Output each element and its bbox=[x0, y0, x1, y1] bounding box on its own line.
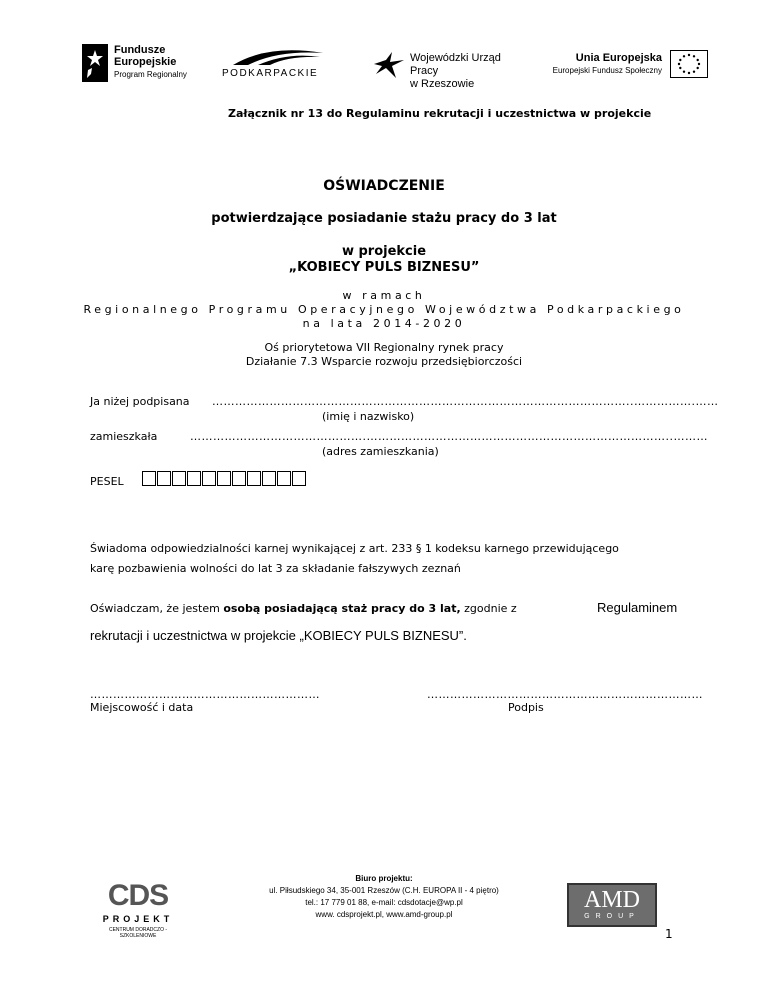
pesel-digit-box[interactable] bbox=[262, 471, 276, 486]
cds-projekt-text: PROJEKT bbox=[102, 914, 174, 924]
wup-line2: w Rzeszowie bbox=[410, 78, 475, 90]
podkarpackie-logo bbox=[222, 48, 334, 82]
place-date-field[interactable]: …………………………………………………… bbox=[90, 688, 320, 701]
attachment-note: Załącznik nr 13 do Regulaminu rekrutacji i uczestnictwa w projekcie bbox=[228, 107, 652, 120]
wup-bird-icon bbox=[372, 50, 406, 80]
document-subtitle: potwierdzające posiadanie stażu pracy do 3 lat bbox=[211, 211, 557, 226]
fe-star-icon bbox=[82, 44, 108, 82]
fe-line1: Fundusze bbox=[114, 44, 166, 56]
office-title: Biuro projektu: bbox=[355, 874, 413, 883]
signature-field[interactable]: ……………………………………………………………… bbox=[427, 688, 703, 701]
fe-line2: Europejskie bbox=[114, 56, 177, 68]
responsibility-line2: karę pozbawienia wolności do lat 3 za składanie fałszywych zeznań bbox=[90, 562, 461, 575]
pesel-digit-box[interactable] bbox=[187, 471, 201, 486]
page-number: 1 bbox=[665, 927, 673, 941]
signature-label: Podpis bbox=[508, 701, 544, 714]
declaration-part2: zgodnie z bbox=[464, 602, 517, 615]
amd-logo bbox=[567, 883, 657, 927]
amd-group-text: GROUP bbox=[584, 913, 640, 920]
project-name: „KOBIECY PULS BIZNESU” bbox=[288, 260, 480, 275]
pesel-label: PESEL bbox=[90, 475, 124, 488]
ue-line1: Unia Europejska bbox=[575, 52, 662, 64]
fe-line3: Program Regionalny bbox=[114, 70, 187, 79]
address-field[interactable]: ……………………………………….……………………………………………………………………..……… bbox=[190, 430, 708, 443]
pesel-digit-box[interactable] bbox=[157, 471, 171, 486]
address-hint: (adres zamieszkania) bbox=[322, 445, 439, 458]
responsibility-line1: Świadoma odpowiedzialności karnej wynikającej z art. 233 § 1 kodeksu karnego przewidującego bbox=[90, 542, 619, 555]
declaration-line2: rekrutacji i uczestnictwa w projekcie „KOBIECY PULS BIZNESU”. bbox=[90, 628, 467, 643]
wup-line1: Wojewódzki Urząd Pracy bbox=[410, 52, 501, 77]
signer-name-field[interactable]: ………………………………………………………………………………………………..…………….…… bbox=[212, 395, 719, 408]
address-label: zamieszkała bbox=[90, 430, 158, 443]
fundusze-europejskie-logo bbox=[82, 44, 222, 84]
signer-label: Ja niżej podpisana bbox=[90, 395, 190, 408]
program-line1: w ramach bbox=[342, 289, 426, 302]
cds-sub-text: CENTRUM DORADCZO - SZKOLENIOWE bbox=[108, 927, 168, 939]
pesel-digit-box[interactable] bbox=[217, 471, 231, 486]
project-line: w projekcie bbox=[341, 244, 427, 259]
priority-axis: Oś priorytetowa VII Regionalny rynek pracy bbox=[264, 341, 504, 354]
podkarpackie-text: PODKARPACKIE bbox=[222, 68, 319, 79]
podkarpackie-swoosh-icon bbox=[228, 48, 328, 66]
pesel-boxes[interactable] bbox=[142, 471, 307, 486]
office-contact: tel.: 17 779 01 88, e-mail: cdsdotacje@wp.pl bbox=[305, 898, 463, 907]
wup-logo bbox=[372, 50, 532, 90]
pesel-digit-box[interactable] bbox=[202, 471, 216, 486]
pesel-digit-box[interactable] bbox=[172, 471, 186, 486]
eu-flag-icon bbox=[670, 50, 708, 78]
pesel-digit-box[interactable] bbox=[232, 471, 246, 486]
pesel-digit-box[interactable] bbox=[247, 471, 261, 486]
program-line3: na lata 2014-2020 bbox=[302, 317, 466, 330]
place-date-label: Miejscowość i data bbox=[90, 701, 194, 714]
document-title: OŚWIADCZENIE bbox=[323, 178, 445, 194]
ue-line2: Europejski Fundusz Społeczny bbox=[552, 66, 662, 75]
signer-name-hint: (imię i nazwisko) bbox=[322, 410, 415, 423]
amd-logo-text: AMD bbox=[583, 887, 640, 913]
declaration-part3: Regulaminem bbox=[597, 600, 678, 615]
pesel-digit-box[interactable] bbox=[292, 471, 306, 486]
action-line: Działanie 7.3 Wsparcie rozwoju przedsiębiorczości bbox=[245, 355, 523, 368]
declaration-part1: Oświadczam, że jestem bbox=[90, 602, 220, 615]
cds-logo-text: CDS bbox=[107, 879, 169, 912]
declaration-bold: osobą posiadającą staż pracy do 3 lat, bbox=[223, 602, 461, 615]
office-address: ul. Piłsudskiego 34, 35-001 Rzeszów (C.H. EUROPA II - 4 piętro) bbox=[269, 886, 499, 895]
pesel-digit-box[interactable] bbox=[277, 471, 291, 486]
office-www: www. cdsprojekt.pl, www.amd-group.pl bbox=[315, 910, 453, 919]
declaration-line1 bbox=[90, 602, 678, 615]
unia-europejska-logo bbox=[552, 50, 712, 82]
program-line2: Regionalnego Programu Operacyjnego Województwa Podkarpackiego bbox=[83, 303, 685, 316]
pesel-digit-box[interactable] bbox=[142, 471, 156, 486]
